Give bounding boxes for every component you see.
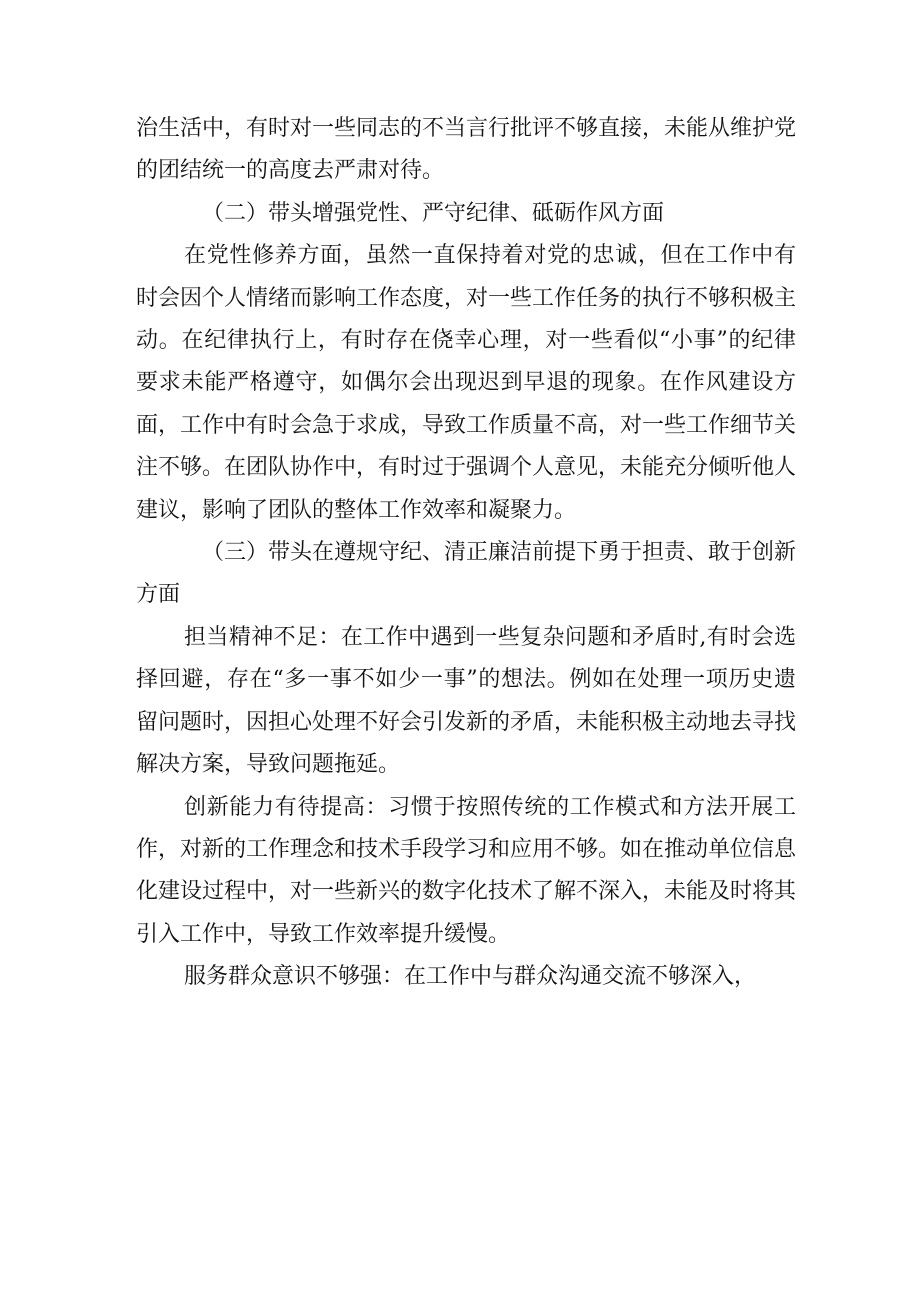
body-paragraph: 在党性修养方面，虽然一直保持着对党的忠诚，但在工作中有时会因个人情绪而影响工作态度，对一些工作任务的执行不够积极主动。在纪律执行上，有时存在侥幸心理，对一些看似“小事”的纪律要求未能严格遵守，如偶尔会出现迟到早退的现象。在作风建设方面，工作中有时会急于求成，导致工作质量不高，对一些工作细节关注不够。在团队协作中，有时过于强调个人意见，未能充分倾听他人建议，影响了团队的整体工作效率和凝聚力。 <box>136 243 797 523</box>
section-heading-2: （二）带头增强党性、严守纪律、砥砺作风方面 <box>202 200 665 226</box>
body-paragraph: 服务群众意识不够强：在工作中与群众沟通交流不够深入， <box>184 964 757 990</box>
document-body <box>136 108 796 999</box>
section-heading-3: （三）带头在遵规守纪、清正廉洁前提下勇于担责、敢于创新方面 <box>136 540 797 608</box>
continued-paragraph: 治生活中，有时对一些同志的不当言行批评不够直接，未能从维护党的团结统一的高度去严肃对待。 <box>136 116 797 184</box>
body-paragraph: 创新能力有待提高：习惯于按照传统的工作模式和方法开展工作，对新的工作理念和技术手段学习和应用不够。如在推动单位信息化建设过程中，对一些新兴的数字化技术了解不深入，未能及时将其引入工作中，导致工作效率提升缓慢。 <box>136 794 797 947</box>
body-paragraph: 担当精神不足：在工作中遇到一些复杂问题和矛盾时,有时会选择回避，存在“多一事不如少一事”的想法。例如在处理一项历史遗留问题时，因担心处理不好会引发新的矛盾，未能积极主动地去寻找解决方案，导致问题拖延。 <box>136 624 797 778</box>
